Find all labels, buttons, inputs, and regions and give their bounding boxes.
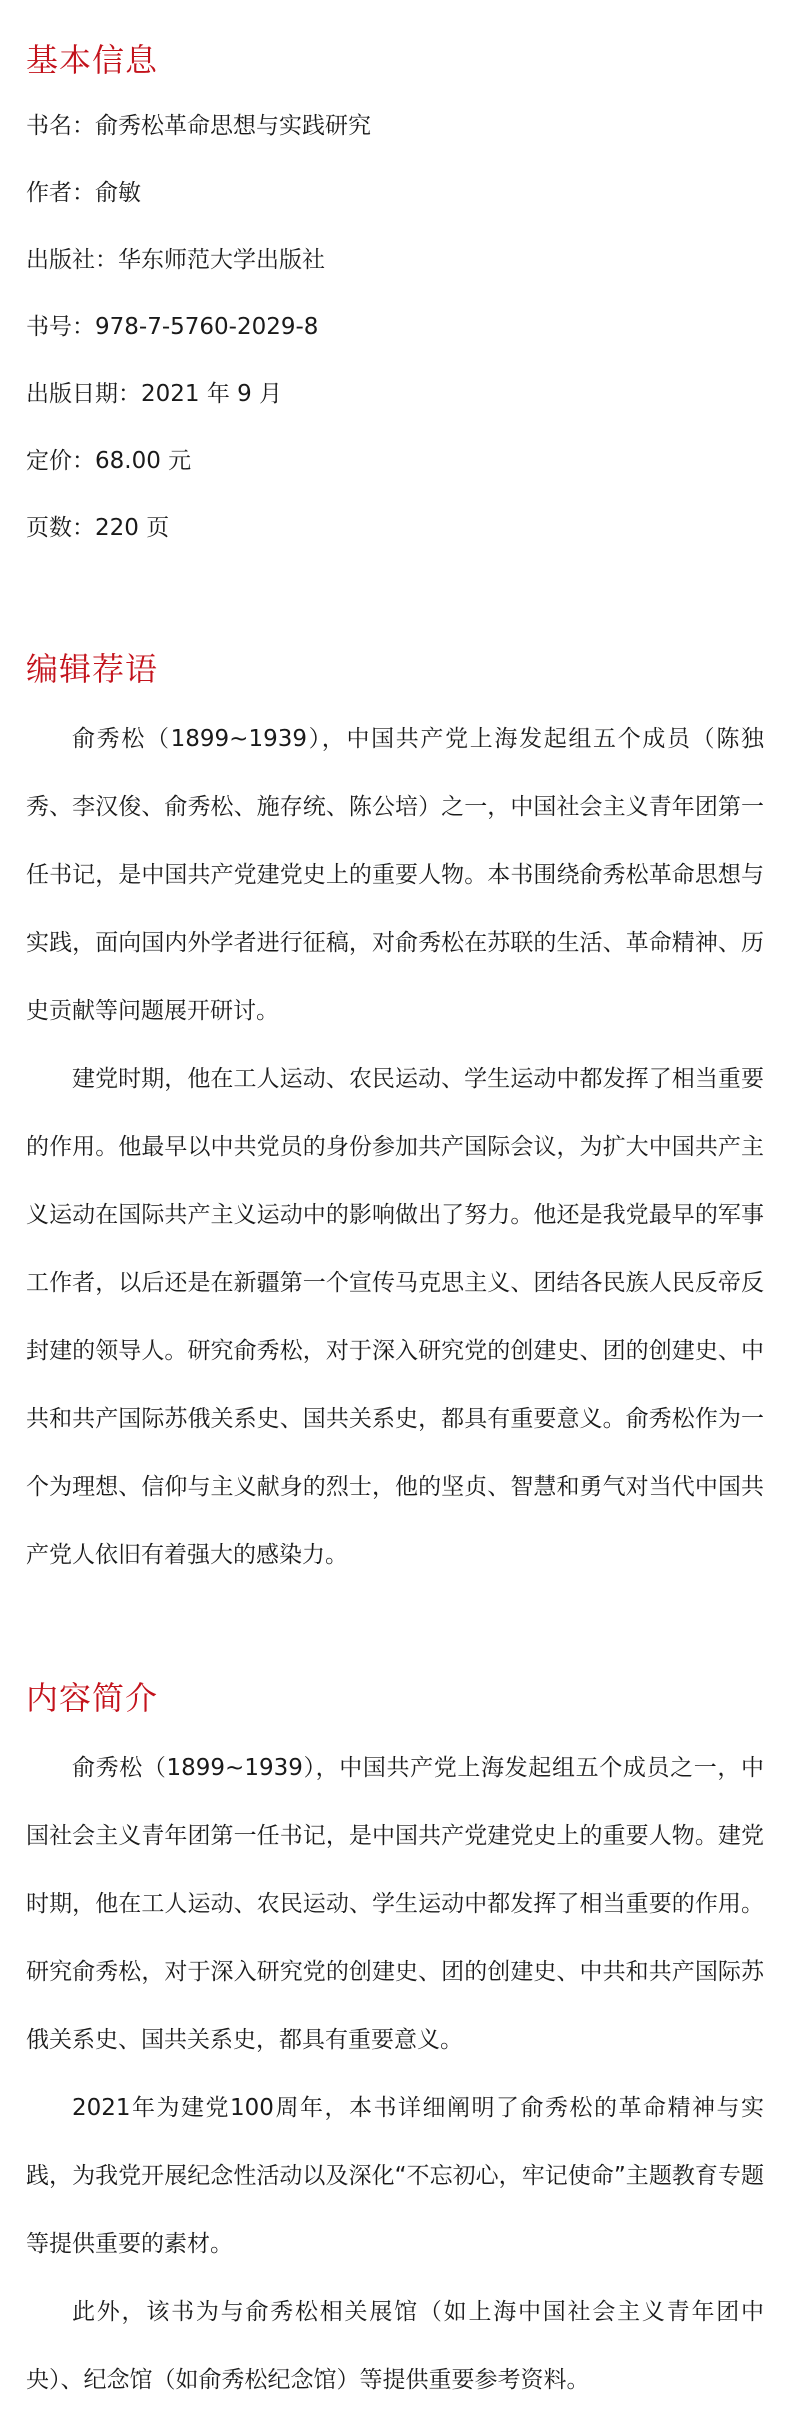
content-summary-body (26, 1734, 764, 2414)
basic-info-heading: 基本信息 (26, 41, 159, 79)
content-summary-paragraph: 俞秀松（1899~1939），中国共产党上海发起组五个成员之一，中国社会主义青年团第一任书记，是中国共产党建党史上的重要人物。建党时期，他在工人运动、农民运动、学生运动中都发挥了相当重要的作用。研究俞秀松，对于深入研究党的创建史、团的创建史、中共和共产国际苏俄关系史、国共关系史，都具有重要意义。 (26, 1755, 764, 2053)
content-summary-paragraph: 此外，该书为与俞秀松相关展馆（如上海中国社会主义青年团中央）、纪念馆（如俞秀松纪念馆）等提供重要参考资料。 (26, 2299, 764, 2393)
publish-date-line: 出版日期：2021 年 9 月 (26, 381, 283, 407)
price-line: 定价：68.00 元 (26, 448, 192, 474)
isbn-line: 书号：978-7-5760-2029-8 (26, 314, 319, 340)
publisher-line: 出版社：华东师范大学出版社 (26, 247, 325, 273)
author-line: 作者：俞敏 (26, 180, 141, 206)
content-summary-paragraph: 2021年为建党100周年，本书详细阐明了俞秀松的革命精神与实践，为我党开展纪念性活动以及深化“不忘初心，牢记使命”主题教育专题等提供重要的素材。 (26, 2095, 764, 2257)
editor-recommendation-heading: 编辑荐语 (26, 650, 159, 688)
editor-recommendation-body (26, 705, 764, 1589)
page-count-line: 页数：220 页 (26, 515, 170, 541)
content-summary-heading: 内容简介 (26, 1679, 159, 1717)
book-title-line: 书名：俞秀松革命思想与实践研究 (26, 113, 371, 139)
editor-recommendation-paragraph: 俞秀松（1899~1939），中国共产党上海发起组五个成员（陈独秀、李汉俊、俞秀松、施存统、陈公培）之一，中国社会主义青年团第一任书记，是中国共产党建党史上的重要人物。本书围绕俞秀松革命思想与实践，面向国内外学者进行征稿，对俞秀松在苏联的生活、革命精神、历史贡献等问题展开研讨。 (26, 726, 764, 1024)
basic-info-list (26, 110, 766, 579)
editor-recommendation-paragraph: 建党时期，他在工人运动、农民运动、学生运动中都发挥了相当重要的作用。他最早以中共党员的身份参加共产国际会议，为扩大中国共产主义运动在国际共产主义运动中的影响做出了努力。他还是我党最早的军事工作者，以后还是在新疆第一个宣传马克思主义、团结各民族人民反帝反封建的领导人。研究俞秀松，对于深入研究党的创建史、团的创建史、中共和共产国际苏俄关系史、国共关系史，都具有重要意义。俞秀松作为一个为理想、信仰与主义献身的烈士，他的坚贞、智慧和勇气对当代中国共产党人依旧有着强大的感染力。 (26, 1066, 764, 1568)
